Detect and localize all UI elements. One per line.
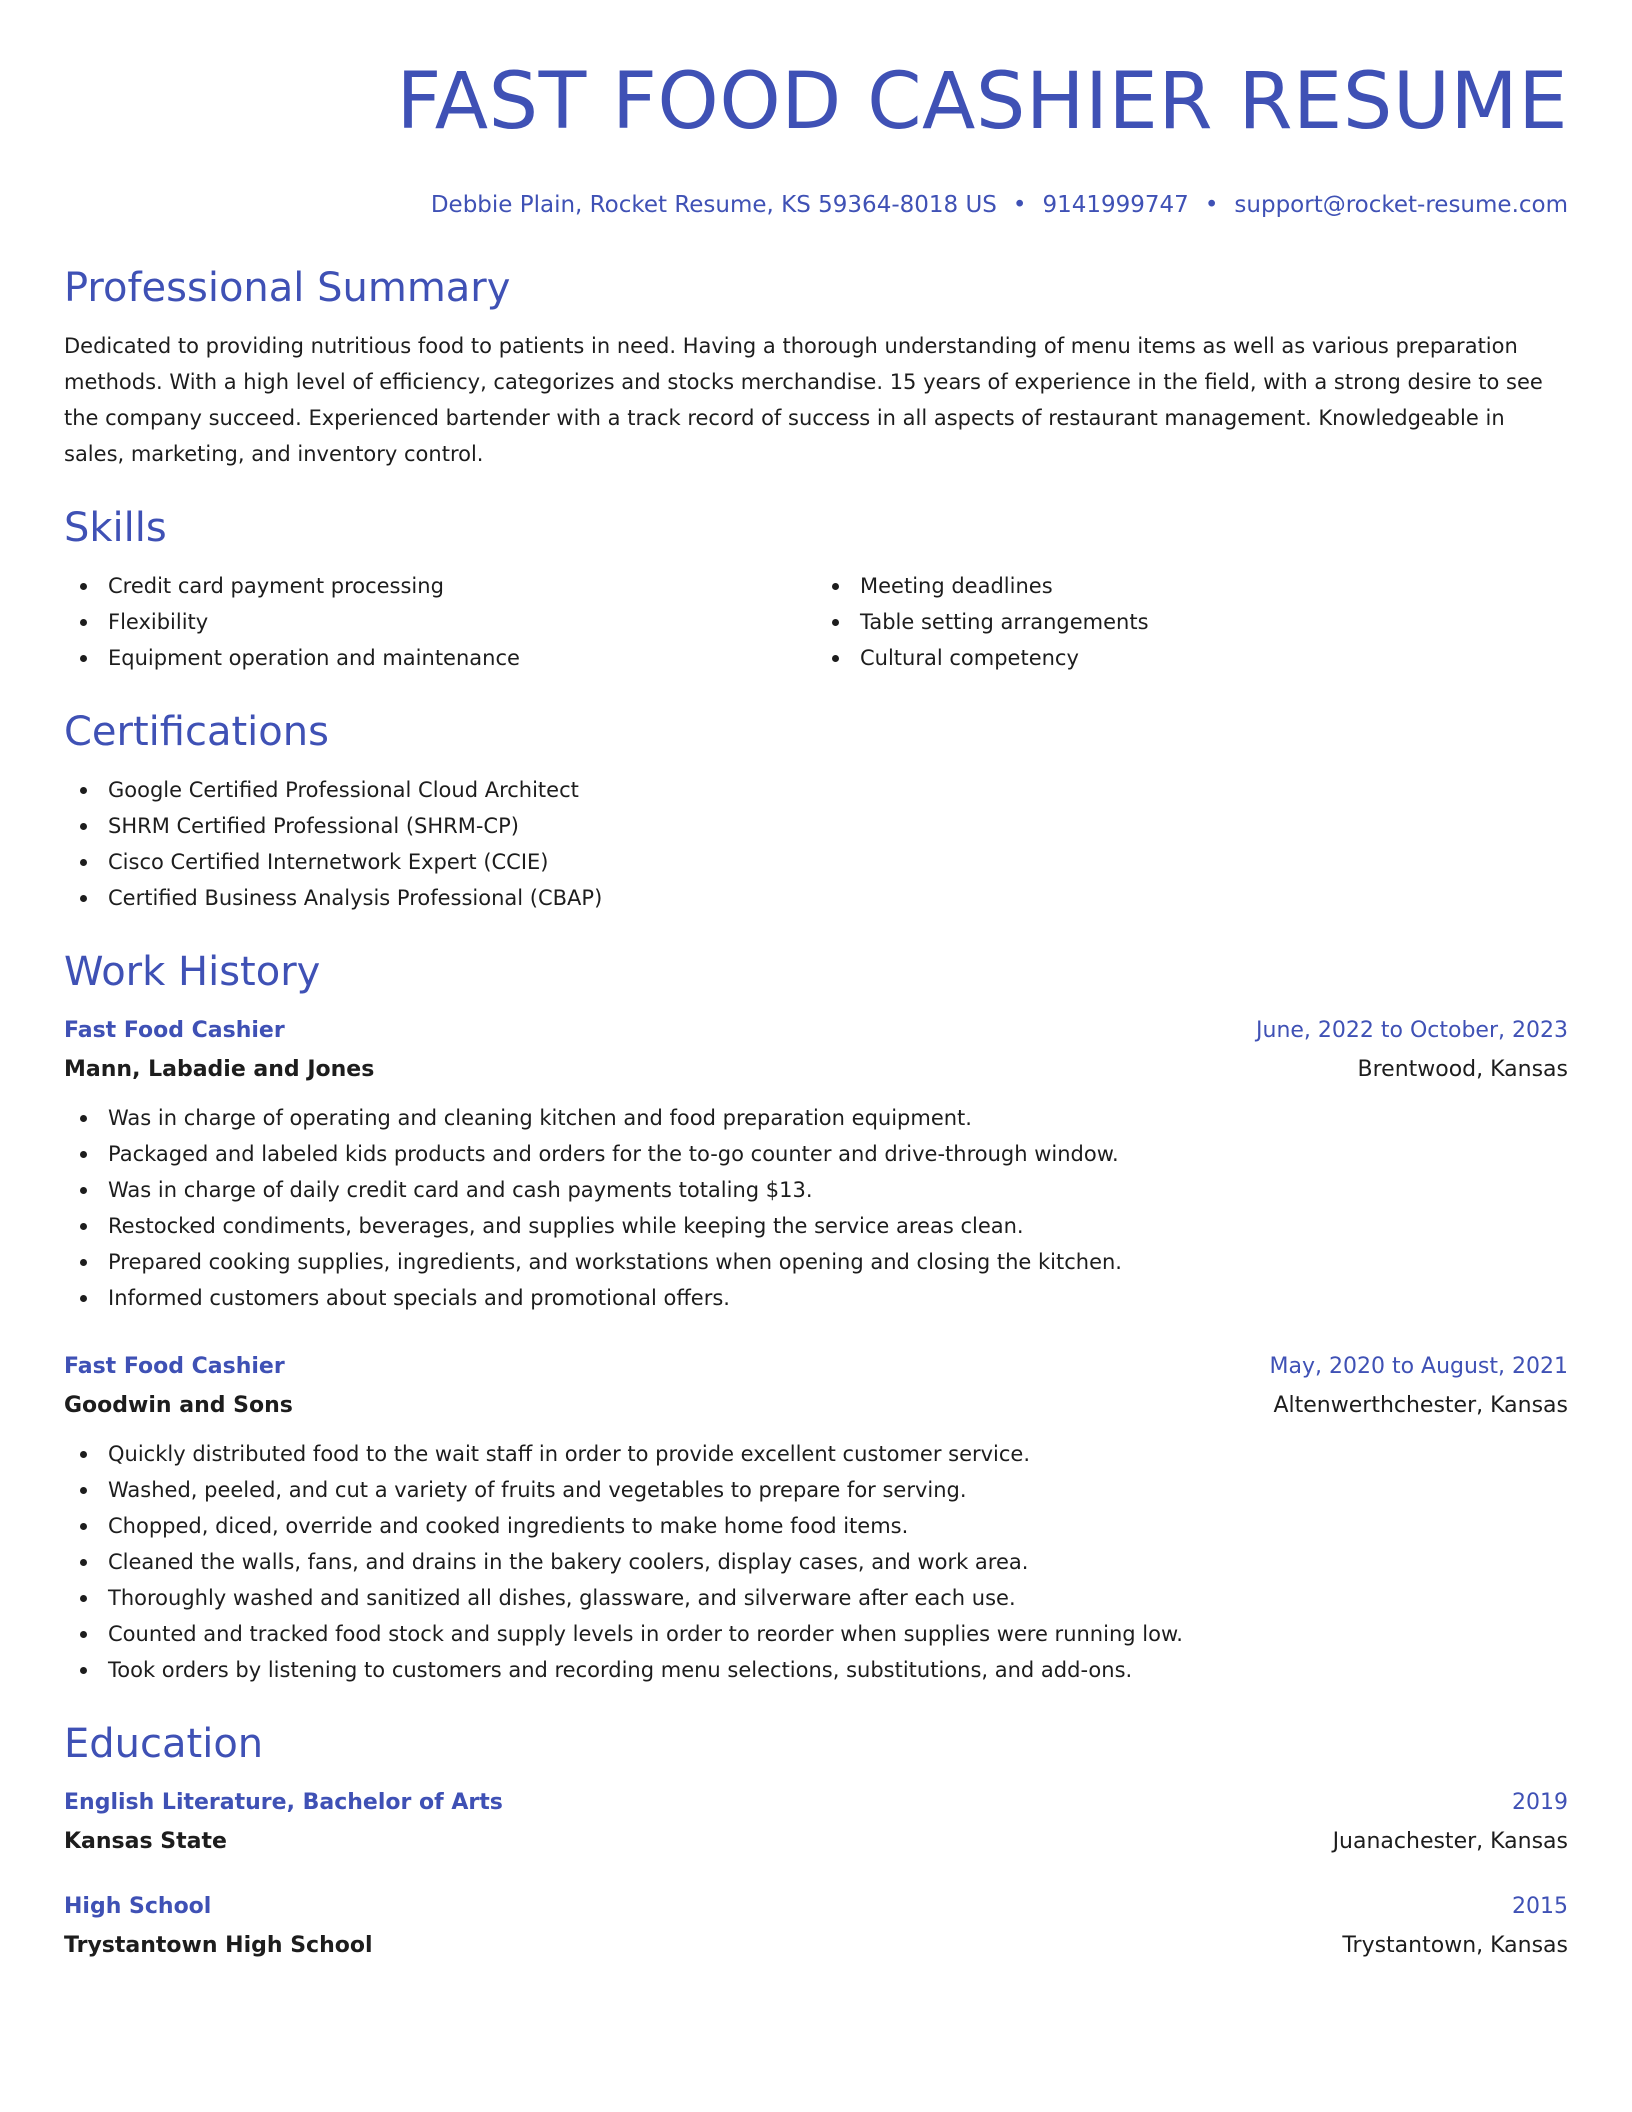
- job-bullet: Counted and tracked food stock and supply levels in order to reorder when supplies were running low.: [64, 1616, 1568, 1652]
- job-bullet: Cleaned the walls, fans, and drains in the bakery coolers, display cases, and work area.: [64, 1544, 1568, 1580]
- contact-address: Debbie Plain, Rocket Resume, KS 59364-8018 US: [430, 192, 997, 218]
- job-entry: [64, 1012, 1568, 1316]
- job-bullet: Took orders by listening to customers and recording menu selections, substitutions, and add-ons.: [64, 1652, 1568, 1688]
- resume-header: [64, 54, 1568, 220]
- contact-phone: 9141999747: [1042, 192, 1189, 218]
- job-location: Altenwerthchester, Kansas: [1273, 1393, 1568, 1418]
- job-company: Mann, Labadie and Jones: [64, 1057, 375, 1082]
- skill-item: Meeting deadlines: [816, 568, 1568, 604]
- skill-item: Cultural competency: [816, 640, 1568, 676]
- education-degree: High School: [64, 1894, 212, 1919]
- certifications-section: [64, 708, 1568, 916]
- contact-separator: •: [1012, 192, 1027, 218]
- skills-grid: [64, 568, 1568, 676]
- skills-list-right: [816, 568, 1568, 676]
- education-header-row: [64, 1888, 1568, 1926]
- certification-item: Certified Business Analysis Professional (CBAP): [64, 880, 1568, 916]
- skill-item: Equipment operation and maintenance: [64, 640, 816, 676]
- certifications-list: [64, 772, 1568, 916]
- skills-list-left: [64, 568, 816, 676]
- certifications-heading: Certifications: [64, 709, 329, 755]
- job-bullet: Quickly distributed food to the wait staff in order to provide excellent customer service.: [64, 1436, 1568, 1472]
- skill-item: Credit card payment processing: [64, 568, 816, 604]
- skill-item: Table setting arrangements: [816, 604, 1568, 640]
- summary-heading: Professional Summary: [64, 265, 511, 311]
- job-header-row: [64, 1012, 1568, 1050]
- job-bullet: Was in charge of operating and cleaning kitchen and food preparation equipment.: [64, 1100, 1568, 1136]
- job-title: Fast Food Cashier: [64, 1354, 285, 1379]
- certification-item: Cisco Certified Internetwork Expert (CCIE): [64, 844, 1568, 880]
- work-history-heading: Work History: [64, 949, 321, 995]
- education-header-row: [64, 1784, 1568, 1822]
- job-dates: May, 2020 to August, 2021: [1269, 1354, 1568, 1379]
- job-bullets: [64, 1436, 1568, 1688]
- job-bullet: Was in charge of daily credit card and cash payments totaling $13.: [64, 1172, 1568, 1208]
- skills-heading: Skills: [64, 505, 167, 551]
- education-year: 2015: [1512, 1894, 1568, 1919]
- certification-item: Google Certified Professional Cloud Architect: [64, 772, 1568, 808]
- job-bullet: Packaged and labeled kids products and orders for the to-go counter and drive-through window.: [64, 1136, 1568, 1172]
- job-bullet: Chopped, diced, override and cooked ingredients to make home food items.: [64, 1508, 1568, 1544]
- resume-title: FAST FOOD CASHIER RESUME: [396, 57, 1568, 147]
- education-school: Kansas State: [64, 1829, 227, 1854]
- job-bullet: Washed, peeled, and cut a variety of fruits and vegetables to prepare for serving.: [64, 1472, 1568, 1508]
- job-company-row: [64, 1386, 1568, 1426]
- education-school-row: [64, 1822, 1568, 1862]
- education-school: Trystantown High School: [64, 1933, 373, 1958]
- summary-section: [64, 264, 1568, 472]
- education-degree: English Literature, Bachelor of Arts: [64, 1790, 503, 1815]
- education-entry: [64, 1784, 1568, 1862]
- contact-line: [64, 190, 1568, 220]
- job-company: Goodwin and Sons: [64, 1393, 293, 1418]
- job-dates: June, 2022 to October, 2023: [1256, 1018, 1568, 1043]
- job-location: Brentwood, Kansas: [1357, 1057, 1568, 1082]
- job-company-row: [64, 1050, 1568, 1090]
- education-school-row: [64, 1926, 1568, 1966]
- certification-item: SHRM Certified Professional (SHRM-CP): [64, 808, 1568, 844]
- job-bullet: Informed customers about specials and promotional offers.: [64, 1280, 1568, 1316]
- job-title: Fast Food Cashier: [64, 1018, 285, 1043]
- job-bullets: [64, 1100, 1568, 1316]
- skill-item: Flexibility: [64, 604, 816, 640]
- job-bullet: Restocked condiments, beverages, and supplies while keeping the service areas clean.: [64, 1208, 1568, 1244]
- job-header-row: [64, 1348, 1568, 1386]
- education-location: Juanachester, Kansas: [1332, 1829, 1568, 1854]
- contact-separator: •: [1204, 192, 1219, 218]
- summary-text: Dedicated to providing nutritious food to patients in need. Having a thorough understanding of menu items as well as various preparation methods. With a high level of efficiency, categorizes and stocks merchandise. 15 years of experience in the field, with a strong desire to see the company succeed. Experienced bartender with a track record of success in all aspects of restaurant management. Knowledgeable in sales, marketing, and inventory control.: [64, 334, 1543, 466]
- education-entry: [64, 1888, 1568, 1966]
- job-bullet: Thoroughly washed and sanitized all dishes, glassware, and silverware after each use.: [64, 1580, 1568, 1616]
- education-heading: Education: [64, 1721, 264, 1767]
- education-year: 2019: [1512, 1790, 1568, 1815]
- skills-section: [64, 504, 1568, 676]
- education-location: Trystantown, Kansas: [1342, 1933, 1568, 1958]
- education-section: [64, 1720, 1568, 1966]
- job-bullet: Prepared cooking supplies, ingredients, and workstations when opening and closing the kitchen.: [64, 1244, 1568, 1280]
- work-history-section: [64, 948, 1568, 1688]
- job-entry: [64, 1348, 1568, 1688]
- contact-email: support@rocket-resume.com: [1234, 192, 1568, 218]
